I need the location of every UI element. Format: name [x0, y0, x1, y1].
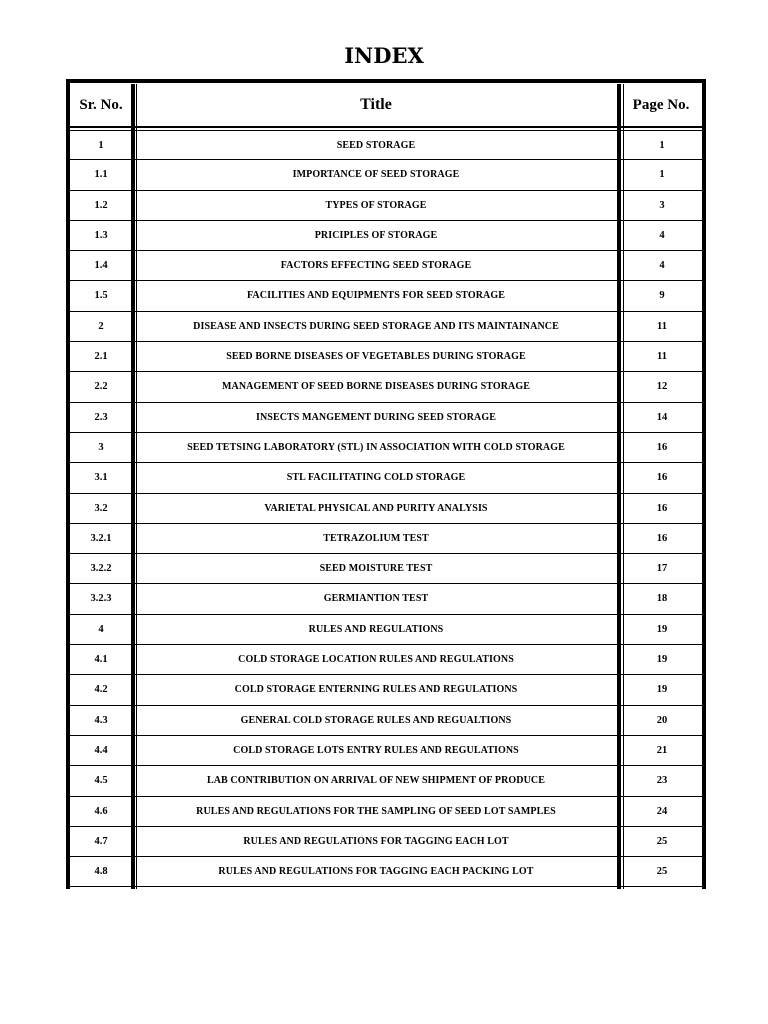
- row-sr-no: 2.3: [94, 411, 108, 423]
- row-title: IMPORTANCE OF SEED STORAGE: [292, 169, 460, 181]
- row-title: GENERAL COLD STORAGE RULES AND REGUALTIONS: [240, 714, 512, 726]
- table-row: [70, 281, 702, 311]
- table-row: [70, 706, 702, 736]
- table-row: [70, 342, 702, 372]
- table-row: [70, 130, 702, 160]
- row-title: COLD STORAGE LOTS ENTRY RULES AND REGULATIONS: [233, 744, 519, 756]
- header-title: Title: [360, 96, 392, 113]
- row-sr-no: 1.1: [94, 169, 108, 181]
- row-page-no: 19: [656, 684, 668, 696]
- row-page-no: 4: [659, 229, 665, 241]
- table-row: [70, 463, 702, 493]
- row-page-no: 16: [656, 502, 668, 514]
- row-page-no: 11: [657, 351, 667, 363]
- table-row: [70, 403, 702, 433]
- table-row: [70, 433, 702, 463]
- row-page-no: 21: [656, 744, 668, 756]
- row-sr-no: 1.5: [94, 290, 108, 302]
- row-page-no: 16: [656, 441, 668, 453]
- row-sr-no: 3.2: [94, 502, 108, 514]
- row-page-no: 16: [656, 532, 668, 544]
- page-title: INDEX: [344, 43, 424, 68]
- row-sr-no: 4: [98, 623, 104, 635]
- row-sr-no: 3.1: [94, 472, 108, 484]
- table-row: [70, 615, 702, 645]
- row-title: SEED BORNE DISEASES OF VEGETABLES DURING STORAGE: [226, 351, 526, 363]
- row-sr-no: 2.2: [94, 381, 108, 393]
- row-page-no: 12: [656, 381, 668, 393]
- row-sr-no: 2.1: [94, 351, 108, 363]
- table-row: [70, 494, 702, 524]
- table-row: [70, 766, 702, 796]
- row-title: RULES AND REGULATIONS FOR THE SAMPLING OF SEED LOT SAMPLES: [196, 805, 556, 817]
- table-row: [70, 221, 702, 251]
- row-title: GERMIANTION TEST: [323, 593, 429, 605]
- row-sr-no: 4.1: [94, 654, 108, 666]
- row-sr-no: 1.2: [94, 199, 108, 211]
- row-title: TETRAZOLIUM TEST: [323, 532, 429, 544]
- table-row: [70, 645, 702, 675]
- table-row: [70, 191, 702, 221]
- table-row: [70, 372, 702, 402]
- row-title: RULES AND REGULATIONS FOR TAGGING EACH LOT: [243, 835, 509, 847]
- row-sr-no: 4.3: [94, 714, 108, 726]
- row-page-no: 24: [656, 805, 668, 817]
- table-row: [70, 797, 702, 827]
- row-title: SEED TETSING LABORATORY (STL) IN ASSOCIATION WITH COLD STORAGE: [187, 441, 565, 453]
- row-page-no: 23: [656, 775, 668, 787]
- row-title: STL FACILITATING COLD STORAGE: [286, 472, 466, 484]
- row-sr-no: 4.6: [94, 805, 108, 817]
- row-title: TYPES OF STORAGE: [325, 199, 427, 211]
- row-sr-no: 4.4: [94, 744, 108, 756]
- row-page-no: 14: [656, 411, 668, 423]
- row-page-no: 11: [657, 320, 667, 332]
- table-row: [70, 584, 702, 614]
- table-row: [70, 554, 702, 584]
- row-page-no: 16: [656, 472, 668, 484]
- row-page-no: 17: [656, 563, 668, 575]
- table-row: [70, 524, 702, 554]
- table-row: [70, 675, 702, 705]
- row-title: COLD STORAGE ENTERNING RULES AND REGULATIONS: [234, 684, 518, 696]
- row-sr-no: 1: [98, 140, 104, 151]
- row-title: SEED STORAGE: [336, 140, 416, 151]
- row-sr-no: 2: [98, 320, 104, 332]
- row-sr-no: 3: [98, 441, 104, 453]
- row-page-no: 1: [659, 140, 665, 151]
- row-page-no: 9: [659, 290, 665, 302]
- row-page-no: 3: [659, 199, 665, 211]
- table-row: [70, 160, 702, 190]
- table-row: [70, 312, 702, 342]
- row-page-no: 25: [656, 866, 668, 878]
- row-title: INSECTS MANGEMENT DURING SEED STORAGE: [255, 411, 497, 423]
- row-sr-no: 3.2.3: [90, 593, 112, 605]
- row-page-no: 19: [656, 654, 668, 666]
- row-title: DISEASE AND INSECTS DURING SEED STORAGE AND ITS MAINTAINANCE: [193, 320, 559, 332]
- row-page-no: 25: [656, 835, 668, 847]
- row-title: MANAGEMENT OF SEED BORNE DISEASES DURING STORAGE: [221, 381, 530, 393]
- index-table-body: [70, 130, 702, 887]
- row-sr-no: 4.5: [94, 775, 108, 787]
- row-title: SEED MOISTURE TEST: [319, 563, 433, 575]
- table-header-row: [70, 84, 702, 128]
- row-title: FACTORS EFFECTING SEED STORAGE: [280, 260, 472, 272]
- row-page-no: 18: [656, 593, 668, 605]
- row-title: COLD STORAGE LOCATION RULES AND REGULATIONS: [238, 654, 514, 666]
- row-sr-no: 3.2.2: [90, 563, 112, 575]
- table-row: [70, 251, 702, 281]
- row-page-no: 4: [659, 260, 665, 272]
- row-page-no: 1: [659, 169, 665, 181]
- row-sr-no: 4.8: [94, 866, 108, 878]
- row-title: RULES AND REGULATIONS FOR TAGGING EACH PACKING LOT: [218, 866, 534, 878]
- row-page-no: 19: [656, 623, 668, 635]
- row-title: FACILITIES AND EQUIPMENTS FOR SEED STORAGE: [246, 290, 506, 302]
- row-sr-no: 1.3: [94, 229, 108, 241]
- header-page-no: Page No.: [632, 97, 690, 113]
- row-title: PRICIPLES OF STORAGE: [314, 229, 438, 241]
- row-sr-no: 3.2.1: [90, 532, 112, 544]
- table-row: [70, 827, 702, 857]
- table-row: [70, 857, 702, 887]
- row-sr-no: 4.2: [94, 684, 108, 696]
- row-title: RULES AND REGULATIONS: [308, 623, 444, 635]
- table-row: [70, 736, 702, 766]
- row-sr-no: 1.4: [94, 260, 108, 272]
- row-title: LAB CONTRIBUTION ON ARRIVAL OF NEW SHIPMENT OF PRODUCE: [206, 775, 546, 787]
- header-sr-no: Sr. No.: [79, 97, 123, 113]
- row-sr-no: 4.7: [94, 835, 108, 847]
- row-title: VARIETAL PHYSICAL AND PURITY ANALYSIS: [264, 502, 488, 514]
- row-page-no: 20: [656, 714, 668, 726]
